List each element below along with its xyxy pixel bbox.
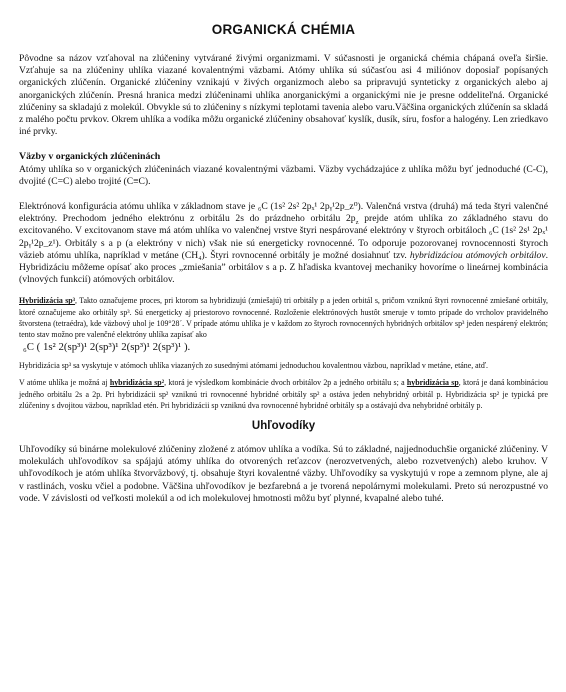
excited-state-formula: ₆C (1s² 2s¹ 2pₓ¹ 2pᵧ¹2p_z¹) [19, 225, 548, 249]
bonds-paragraph: Atómy uhlíka so v organických zlúčeninách viazané kovalentnými väzbami. Väzby vychádzajúce z uhlíka môžu byť jednoduché (C-C), dvojité (C=C) alebo trojité (C≡C). [19, 163, 548, 187]
config-after-formula: . Valenčná vrstva (druhá) má teda štyri valenčné elektróny. Prechodom jedného elektrónu z orbitálu 2s do prázdneho orbitálu 2p [19, 201, 548, 225]
sp-term: hybridizácia sp [406, 378, 459, 388]
intro-paragraph: Pôvodne sa názov vzťahoval na zlúčeniny vytvárané živými organizmami. V súčasnosti je organická chémia chápaná oveľa širšie. Vzťahuje sa na zlúčeniny uhlíka viazané kovalentnými väzbami. Atómy uhlíka sú súčasťou asi 4 miliónov doposiaľ popísaných organických zlúčenín. Organické zlúčeniny vznikajú v živých organizmoch alebo sa pripravujú synteticky z organických alebo aj anorganických zlúčenín. Presná hranica medzi zlúčeninami uhlíka anorganickými a organickými nie je presne oddeliteľná. Organické zlúčeniny sa skladajú z molekúl. Obvykle sú to zlúčeniny s nízkymi teplotami tavenia alebo varu.Väčšina organických zlúčenín sa skladá z malého počtu prvkov. Okrem uhlíka a vodíka môžu organické zlúčeniny obsahovať kyslík, dusík, síru, fosfor a halogény. Len zriedkavo iné prvky. [19, 53, 548, 138]
hybridization-term: hybridizáciou atómových orbitálov [409, 249, 546, 261]
hydrocarbons-paragraph: Uhľovodíky sú binárne molekulové zlúčeniny zložené z atómov uhlíka a vodíka. Sú to základné, najjednoduchšie organické zlúčeniny. V molekulách uhľovodíkov sa spájajú atómy uhlíka do otvorených reťazcov (nerozvetvených, alebo rozvetvených) alebo kruhov. V uhľovodíkoch je atóm uhlíka štvorväzbový, tj. obsahuje štyri kovalentné väzby. Uhľovodíky sa vyskytujú v rope a zemnom plyne, ale aj v rastlinách, vosku včiel a podobne. Väčšina uhľovodíkov je bezfarebná a je tvorená nepolárnymi molekulami. Preto sú nerozpustné vo vode. V závislosti od veľkosti molekúl a od ich molekulovej hmotnosti môžu byť plynné, kvapalné alebo tuhé. [19, 444, 548, 504]
config-end: . Hybridizáciu môžeme opísať ako proces „zmiešania” orbitálov s a p. Z hľadiska kvantovej mechaniky hovoríme o lineárnej kombinácia (vlnových funkcií) atómových orbitálov. [19, 249, 548, 286]
sp3-term: Hybridizácia sp³ [19, 296, 76, 306]
config-middle: prejde atóm uhlíka zo základného stavu do excitovaného. V excitovanom stave má atóm uhlíka vo valenčnej vrstve štyri nespárované elektróny v štyroch orbitáloch [19, 213, 548, 237]
sp3-text: , Takto označujeme proces, pri ktorom sa hybridizujú (zmiešajú) tri orbitály p a jeden orbitál s, pričom vzniknú štyri rovnocenné zmiešané orbitály, ktoré označujeme ako orbitály sp³. Sú energeticky aj priestorovo rovnocenné. Rozloženie elektrónových hustôt smeruje v tomto prípade do vrcholov pravidelného štvorstena (tetraédra), kde väzbový uhol je 109°28´. V prípade atómu uhlíka je v každom zo štyroch rovnocenných hybridných orbitálov sp³ jeden nespárený elektrón; tento stav možno pre valenčné elektróny uhlíka zapísať ako [19, 296, 549, 340]
config-lead: Elektrónová konfigurácia atómu uhlíka v základnom stave je [19, 201, 256, 213]
sp3-paragraph [19, 295, 548, 340]
config-tail: . Orbitály s a p (a elektróny v nich) však nie sú energeticky rovnocenné. To odporuje pozorovanej rovnocennosti štyroch väzieb atómu uhlíka, napríklad v metáne (CH₄). Štyri rovnocenné orbitály je možné dosiahnuť tzv. [19, 237, 548, 261]
sp2-lead: V atóme uhlíka je možná aj [19, 378, 108, 388]
sp3-occurrence: Hybridizácia sp³ sa vyskytuje v atómoch uhlíka viazaných zo susednými atómami jednoduchou kovalentnou väzbou, napríklad v metáne, etáne, atď. [19, 361, 488, 371]
sp2-term: hybridizácia sp² [109, 378, 165, 388]
sp2-sp-paragraph [19, 377, 548, 411]
sp3-formula: ₆C ( 1s² 2(sp³)¹ 2(sp³)¹ 2(sp³)¹ 2(sp³)¹ ). [23, 341, 191, 354]
config-paragraph [19, 201, 548, 286]
ground-state-formula: ₆C (1s² 2s² 2pₓ¹ 2pᵧ¹2p_z⁰) [257, 201, 361, 213]
hydrocarbons-heading: Uhľovodíky [251, 420, 316, 433]
bonds-heading: Väzby v organických zlúčeninách [19, 151, 161, 163]
sp2-mid1: , ktorá je výsledkom kombinácie dvoch orbitálov 2p a jedného orbitálu s; a [164, 378, 405, 388]
page-title: ORGANICKÁ CHÉMIA [211, 22, 356, 37]
orbital-z-subscript: z [355, 219, 359, 227]
sp2-mid2: , ktorá je daná kombináciou jedného orbitálu 2s a 2p. Pri hybridizácii sp² vzniknú tri rovnocenné hybridné orbitály sp² a ostáva jeden nehybridný orbitál p. Hybridizácia sp² je typická pre zlúčeniny s dvojitou väzbou, napríklad etén. Pri hybridizácii sp vzniknú dva rovnocenné hybridné orbitály sp a ostávajú dva nehybridné orbitály p. [19, 378, 548, 410]
